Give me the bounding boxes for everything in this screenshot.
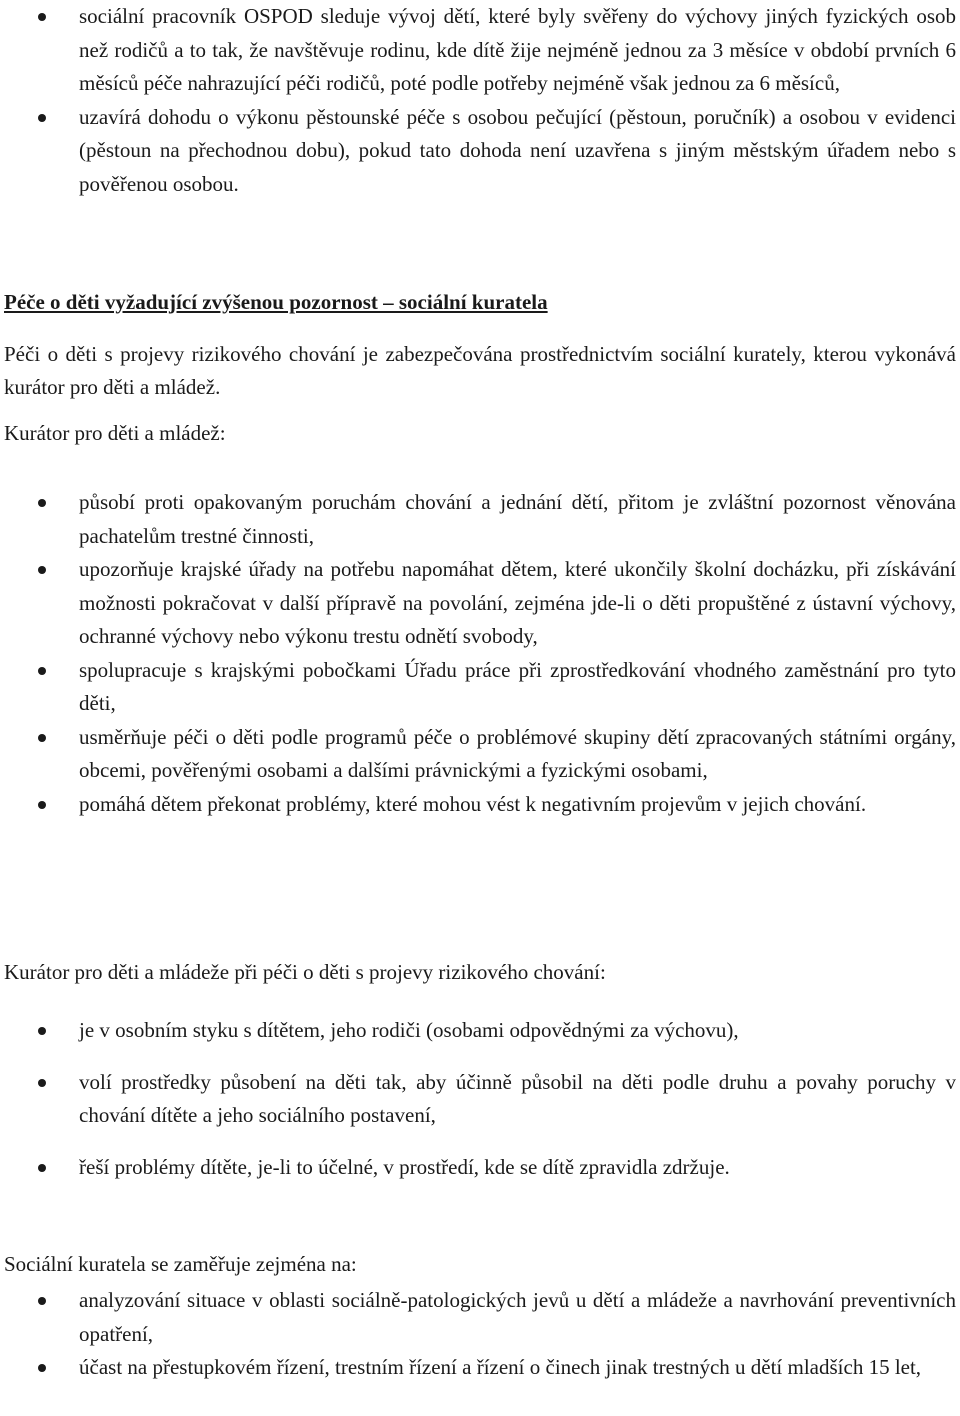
bullet-icon <box>38 566 46 574</box>
list-item: účast na přestupkovém řízení, trestním řízení a řízení o činech jinak trestných u dětí mladších 15 let, <box>0 1351 960 1385</box>
curator-care-label-block <box>0 956 960 990</box>
list-item: analyzování situace v oblasti sociálně-patologických jevů u dětí a mládeže a navrhování preventivních opatření, <box>0 1284 960 1351</box>
bullet-icon <box>38 667 46 675</box>
bullet-icon <box>38 1297 46 1305</box>
list-item: sociální pracovník OSPOD sleduje vývoj dětí, které byly svěřeny do výchovy jiných fyzických osob než rodičů a to tak, že navštěvuje rodinu, kde dítě žije nejméně jednou za 3 měsíce v období prvních 6 měsíců péče nahrazující péči rodičů, poté podle potřeby nejméně však jednou za 6 měsíců, <box>0 0 960 101</box>
curator-care-section <box>0 1014 960 1184</box>
list-item: řeší problémy dítěte, je-li to účelné, v prostředí, kde se dítě zpravidla zdržuje. <box>0 1151 960 1185</box>
curator-duties-section <box>0 486 960 821</box>
bullet-icon <box>38 1164 46 1172</box>
ospod-duties-list <box>0 0 960 201</box>
bullet-icon <box>38 1079 46 1087</box>
kuratela-section <box>0 286 960 450</box>
kuratela-focus-label-block <box>0 1248 960 1282</box>
list-item: spolupracuje s krajskými pobočkami Úřadu práce při zprostředkování vhodného zaměstnání pro tyto děti, <box>0 654 960 721</box>
list-item: usměrňuje péči o děti podle programů péče o problémové skupiny dětí zpracovaných státními orgány, obcemi, pověřenými osobami a dalšími právnickými a fyzickými osobami, <box>0 721 960 788</box>
list-item: volí prostředky působení na děti tak, aby účinně působil na děti podle druhu a povahy poruchy v chování dítěte a jeho sociálního postavení, <box>0 1066 960 1133</box>
bullet-icon <box>38 1364 46 1372</box>
list-item: je v osobním styku s dítětem, jeho rodiči (osobami odpovědnými za výchovu), <box>0 1014 960 1048</box>
bullet-icon <box>38 734 46 742</box>
kuratela-focus-section <box>0 1284 960 1385</box>
ospod-duties-section <box>0 0 960 201</box>
list-item: pomáhá dětem překonat problémy, které mohou vést k negativním projevům v jejich chování. <box>0 788 960 822</box>
curator-label: Kurátor pro děti a mládež: <box>4 420 226 445</box>
curator-duties-list <box>0 486 960 821</box>
bullet-icon <box>38 801 46 809</box>
kuratela-focus-label: Sociální kuratela se zaměřuje zejména na: <box>4 1252 357 1276</box>
bullet-icon <box>38 114 46 122</box>
curator-care-list <box>0 1014 960 1184</box>
bullet-icon <box>38 13 46 21</box>
curator-care-label: Kurátor pro děti a mládeže při péči o děti s projevy rizikového chování: <box>4 960 606 984</box>
bullet-icon <box>38 499 46 507</box>
kuratela-focus-list <box>0 1284 960 1385</box>
intro-paragraph: Péči o děti s projevy rizikového chování je zabezpečována prostřednictvím sociální kurately, kterou vykonává kurátor pro děti a mládež. <box>4 341 956 399</box>
list-item: působí proti opakovaným poruchám chování a jednání dětí, přitom je zvláštní pozornost věnována pachatelům trestné činnosti, <box>0 486 960 553</box>
bullet-icon <box>38 1027 46 1035</box>
section-heading: Péče o děti vyžadující zvýšenou pozornost – sociální kuratela <box>4 290 548 314</box>
list-item: uzavírá dohodu o výkonu pěstounské péče s osobou pečující (pěstoun, poručník) a osobou v evidenci (pěstoun na přechodnou dobu), pokud tato dohoda není uzavřena s jiným městským úřadem nebo s pověřenou osobou. <box>0 101 960 202</box>
list-item: upozorňuje krajské úřady na potřebu napomáhat dětem, které ukončily školní docházku, při získávání možnosti pokračovat v další přípravě na povolání, zejména jde-li o děti propuštěné z ústavní výchovy, ochranné výchovy nebo výkonu trestu odnětí svobody, <box>0 553 960 654</box>
